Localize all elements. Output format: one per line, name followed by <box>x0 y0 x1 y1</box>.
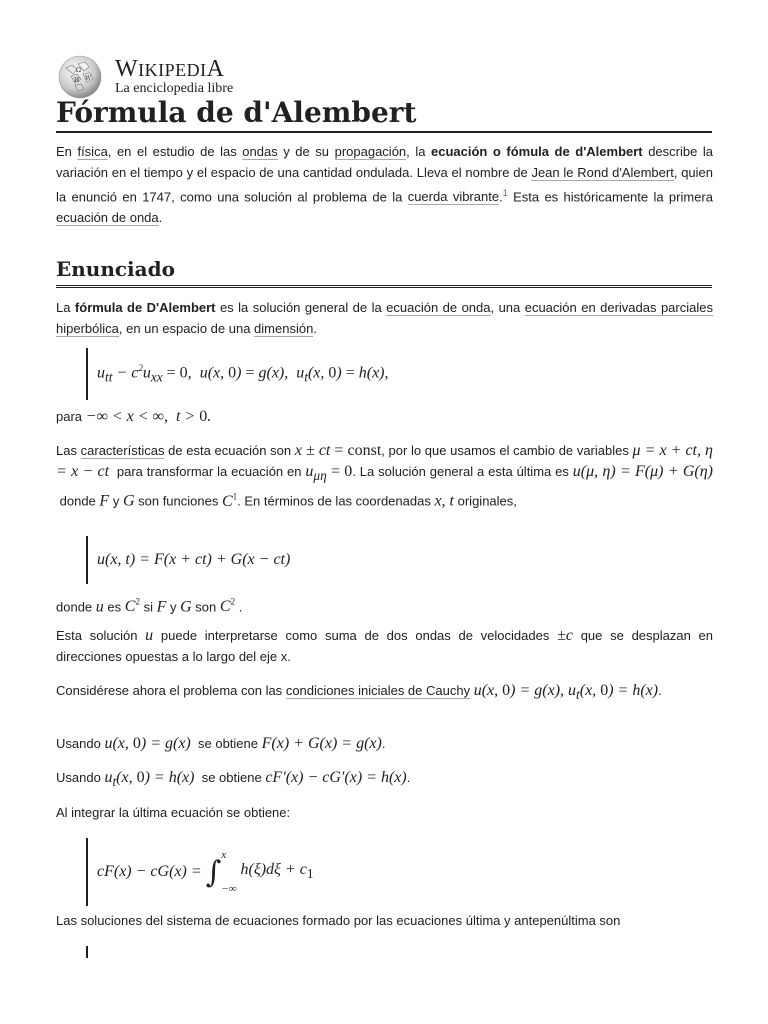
link-ecuacion-onda-2[interactable]: ecuación de onda <box>386 300 491 315</box>
intro-paragraph: En física, en el estudio de las ondas y de su propagación, la ecuación o fómula de d'Alembert describe la variación en el tiempo y el espacio de una cantidad ondulada. Lleva el nombre de Jean le Rond d'Alembert, quien la enunció en 1747, como una solución al problema de la cuerda vibrante.$^1$ Esta es históricamente la primera ecuación de onda. <box>56 144 713 225</box>
link-jean-le-rond[interactable]: Jean le Rond d'Alembert <box>531 164 674 180</box>
paragraph-regularity: donde u es $C^2$ si F y G son $C^2$ . <box>56 597 243 616</box>
link-caracteristicas[interactable]: características <box>80 443 165 458</box>
equation-wave: $u_{tt} - c^2u_{xx} = 0$, u(x, 0) = g(x), $u_t(x$, 0) = h(x), <box>86 348 389 400</box>
link-dimension[interactable]: dimensión <box>254 320 314 336</box>
paragraph-using-h: Usando $u_t(x$, 0) = h(x) se obtiene cF′(x) − cG′(x) = h(x). <box>56 769 411 790</box>
tagline: La enciclopedia libre <box>115 81 234 96</box>
wordmark: WIKIPEDIA <box>115 56 225 82</box>
link-propagacion[interactable]: propagación <box>334 144 407 159</box>
paragraph-using-g: Usando u(x, 0) = g(x) se obtiene F(x) + G(x) = g(x). <box>56 735 386 752</box>
paragraph-integrate: Al integrar la última ecuación se obtiene: <box>56 805 291 820</box>
svg-text:Ω: Ω <box>76 67 81 74</box>
link-condiciones-cauchy[interactable]: condiciones iniciales de Cauchy <box>285 683 471 698</box>
link-cuerda-vibrante[interactable]: cuerda vibrante <box>407 189 500 205</box>
svg-text:W: W <box>85 75 92 82</box>
equation-general-solution: u(x, t) = F(x + ct) + G(x − ct) <box>86 536 290 584</box>
equation-integral: cF(x) − cG(x) = ∫ x −∞ $h(\xi)d\xi + c_1$ <box>86 838 313 906</box>
link-derivadas-parciales[interactable]: ecuación en derivadas parciales <box>524 300 713 315</box>
section-heading-enunciado: Enunciado <box>56 257 712 288</box>
paragraph-interpretation: Esta solución u puede interpretarse como suma de dos ondas de velocidades ±c que se desplazan en direcciones opuestas a lo largo del eje x. <box>56 627 714 664</box>
link-ondas[interactable]: ondas <box>242 144 278 159</box>
svg-text:И: И <box>74 77 80 84</box>
wikipedia-globe-logo <box>56 52 104 100</box>
paragraph-characteristics: Las características de esta ecuación son x ± ct = const, por lo que usamos el cambio de variables μ = x + ct, η = x − ct para transformar la ecuación en $u_{\mu\eta} = 0$. La solución general a esta última es u(μ, η) = F(μ) + G(η) donde F y G son funciones $C^1$. En términos de las coordenadas x, t originales, <box>56 442 713 510</box>
paragraph-system: Las soluciones del sistema de ecuaciones formado por las ecuaciones última y antepenúltima son <box>56 913 621 928</box>
paragraph-definition: La fórmula de D'Alembert es la solución general de la ecuación de onda, una ecuación en derivadas parciales hiperbólica, en un espacio de una dimensión. <box>56 300 713 336</box>
paragraph-cauchy: Considérese ahora el problema con las condiciones iniciales de Cauchy u(x, 0) = g(x), $u_t(x$, 0) = h(x). <box>56 682 662 703</box>
link-hiperbolica[interactable]: hiperbólica <box>56 320 119 336</box>
link-ecuacion-de-onda[interactable]: ecuación de onda <box>56 209 159 225</box>
page-title: Fórmula de d'Alembert <box>56 96 712 133</box>
link-fisica[interactable]: física <box>77 144 108 159</box>
paragraph-domain: para −∞ < x < ∞, t > 0. <box>56 408 212 425</box>
reference-1[interactable]: 1 <box>502 188 508 198</box>
equation-next-fragment <box>86 946 97 958</box>
